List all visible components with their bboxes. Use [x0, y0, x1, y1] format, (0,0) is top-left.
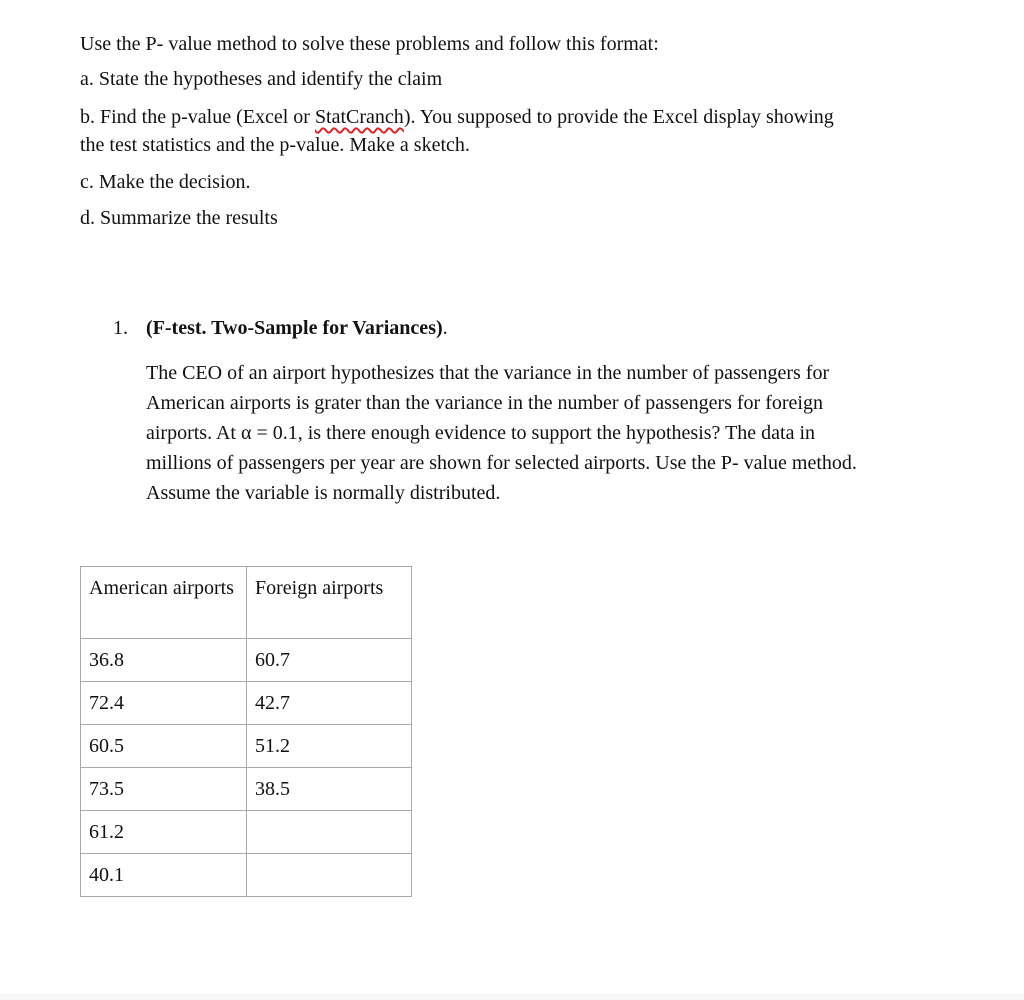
problem-number: 1. [113, 317, 128, 339]
instruction-b-line2: the test statistics and the p-value. Make a sketch. [80, 134, 470, 156]
instruction-b-text-start: b. Find the p-value (Excel or [80, 106, 315, 128]
foreign-value: 51.2 [247, 725, 412, 768]
table-row [81, 725, 412, 768]
american-value: 40.1 [81, 854, 247, 897]
american-value: 72.4 [81, 682, 247, 725]
page-bottom-edge [0, 994, 1024, 1000]
problem-description [146, 358, 946, 508]
foreign-value-empty [247, 854, 412, 897]
problem-heading [146, 314, 448, 342]
table-row [81, 854, 412, 897]
problem-line: American airports is grater than the variance in the number of passengers for foreign [146, 392, 823, 414]
airport-data-table [80, 566, 412, 897]
instruction-c: c. Make the decision. [80, 171, 251, 193]
header-foreign-airports: Foreign airports [247, 567, 412, 639]
table-row [81, 811, 412, 854]
table-row [81, 768, 412, 811]
problem-title: (F-test. Two-Sample for Variances) [146, 317, 443, 339]
foreign-value: 38.5 [247, 768, 412, 811]
american-value: 60.5 [81, 725, 247, 768]
foreign-value: 60.7 [247, 639, 412, 682]
instruction-d: d. Summarize the results [80, 207, 278, 229]
foreign-value-empty [247, 811, 412, 854]
misspelled-word[interactable]: StatCranch [314, 106, 404, 128]
header-american-airports: American airports [81, 567, 247, 639]
problem-line: Assume the variable is normally distributed. [146, 482, 501, 504]
instruction-a: a. State the hypotheses and identify the claim [80, 68, 443, 90]
american-value: 61.2 [81, 811, 247, 854]
table-row [81, 682, 412, 725]
american-value: 36.8 [81, 639, 247, 682]
instruction-b [80, 103, 834, 131]
problem-line: millions of passengers per year are shown for selected airports. Use the P- value method. [146, 452, 857, 474]
table-header-row [81, 567, 412, 639]
american-value: 73.5 [81, 768, 247, 811]
table-row [81, 639, 412, 682]
foreign-value: 42.7 [247, 682, 412, 725]
instructions-intro: Use the P- value method to solve these problems and follow this format: [80, 33, 659, 55]
problem-line: The CEO of an airport hypothesizes that the variance in the number of passengers for [146, 362, 830, 384]
problem-line: airports. At α = 0.1, is there enough evidence to support the hypothesis? The data in [146, 422, 816, 444]
problem-title-end: . [442, 317, 448, 339]
instruction-b-text-end: ). You supposed to provide the Excel display showing [403, 106, 834, 128]
